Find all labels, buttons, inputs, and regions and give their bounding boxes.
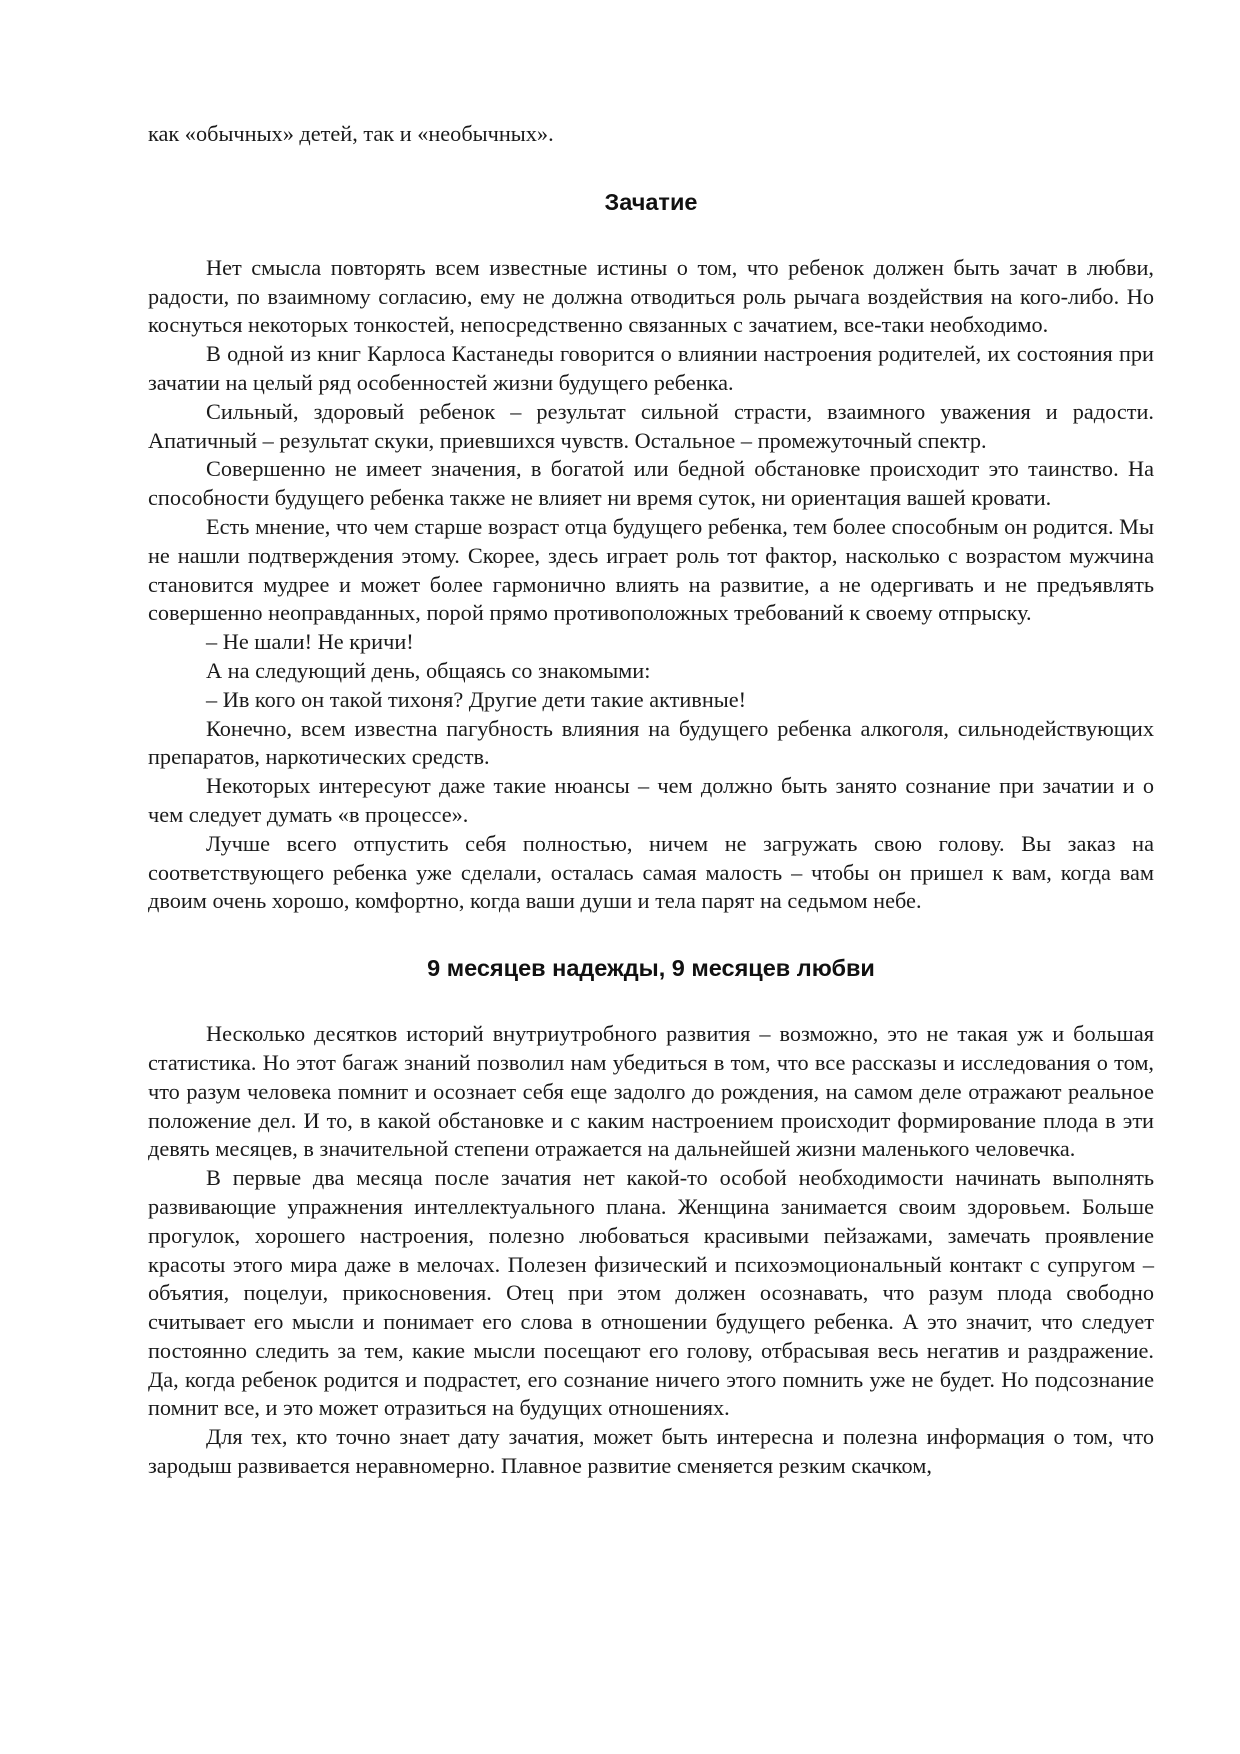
paragraph: Для тех, кто точно знает дату зачатия, может быть интересна и полезна информация о том, что зародыш развивается неравномерно. Плавное развитие сменяется резким скачком,	[148, 1424, 1154, 1479]
dialogue-line: – Ив кого он такой тихоня? Другие дети такие активные!	[206, 686, 747, 712]
paragraph: Сильный, здоровый ребенок – результат сильной страсти, взаимного уважения и радости. Апатичный – результат скуки, приевшихся чувств. Остальное – промежуточный спектр.	[148, 398, 1154, 453]
paragraph: А на следующий день, общаясь со знакомыми:	[206, 657, 651, 683]
dialogue-line: – Не шали! Не кричи!	[206, 629, 414, 655]
paragraph: Есть мнение, что чем старше возраст отца будущего ребенка, тем более способным он родится. Мы не нашли подтверждения этому. Скорее, здесь играет роль тот фактор, насколько с возрастом мужчина становится мудрее и может более гармонично влиять на развитие, а не одергивать и не предъявлять совершенно неоправданных, порой прямо противоположных требований к своему отпрыску.	[148, 513, 1154, 626]
paragraph: Некоторых интересуют даже такие нюансы – чем должно быть занято сознание при зачатии и о чем следует думать «в процессе».	[148, 773, 1154, 827]
section-title-conception: Зачатие	[604, 188, 698, 215]
section-title-nine-months: 9 месяцев надежды, 9 месяцев любви	[427, 955, 875, 982]
paragraph: В одной из книг Карлоса Кастанеды говорится о влиянии настроения родителей, их состояния при зачатии на целый ряд особенностей жизни будущего ребенка.	[148, 341, 1154, 395]
paragraph: В первые два месяца после зачатия нет какой-то особой необходимости начинать выполнять развивающие упражнения интеллектуального плана. Женщина занимается своим здоровьем. Больше прогулок, хорошего настроения, полезно любоваться красивыми пейзажами, замечать проявление красоты этого мира даже в мелочах. Полезен физический и психоэмоциональный контакт с супругом – объятия, поцелуи, прикосновения. Отец при этом должен осознавать, что разум плода свободно считывает его мысли и понимает его слова в отношении будущего ребенка. А это значит, что следует постоянно следить за тем, какие мысли посещают его голову, отбрасывая весь негатив и раздражение. Да, когда ребенок родится и подрастет, его сознание ничего этого помнить уже не будет. Но подсознание помнит все, и это может отразиться на будущих отношениях.	[148, 1165, 1154, 1421]
paragraph: Конечно, всем известна пагубность влияния на будущего ребенка алкоголя, сильнодействующих препаратов, наркотических средств.	[148, 715, 1154, 770]
paragraph: Совершенно не имеет значения, в богатой или бедной обстановке происходит это таинство. На способности будущего ребенка также не влияет ни время суток, ни ориентация вашей кровати.	[148, 456, 1154, 511]
document-page	[148, 120, 1154, 1481]
paragraph: Лучше всего отпустить себя полностью, ничем не загружать свою голову. Вы заказ на соответствующего ребенка уже сделали, осталась самая малость – чтобы он пришел к вам, когда вам двоим очень хорошо, комфортно, когда ваши души и тела парят на седьмом небе.	[148, 830, 1154, 914]
paragraph: Нет смысла повторять всем известные истины о том, что ребенок должен быть зачат в любви, радости, по взаимному согласию, ему не должна отводиться роль рычага воздействия на кого-либо. Но коснуться некоторых тонкостей, непосредственно связанных с зачатием, все-таки необходимо.	[148, 254, 1154, 338]
intro-line: как «обычных» детей, так и «необычных».	[148, 121, 554, 146]
paragraph: Несколько десятков историй внутриутробного развития – возможно, это не такая уж и большая статистика. Но этот багаж знаний позволил нам убедиться в том, что все рассказы и исследования о том, что разум человека помнит и осознает себя еще задолго до рождения, на самом деле отражают реальное положение дел. И то, в какой обстановке и с каким настроением происходит формирование плода в эти девять месяцев, в значительной степени отражается на дальнейшей жизни маленького человечка.	[148, 1021, 1154, 1162]
